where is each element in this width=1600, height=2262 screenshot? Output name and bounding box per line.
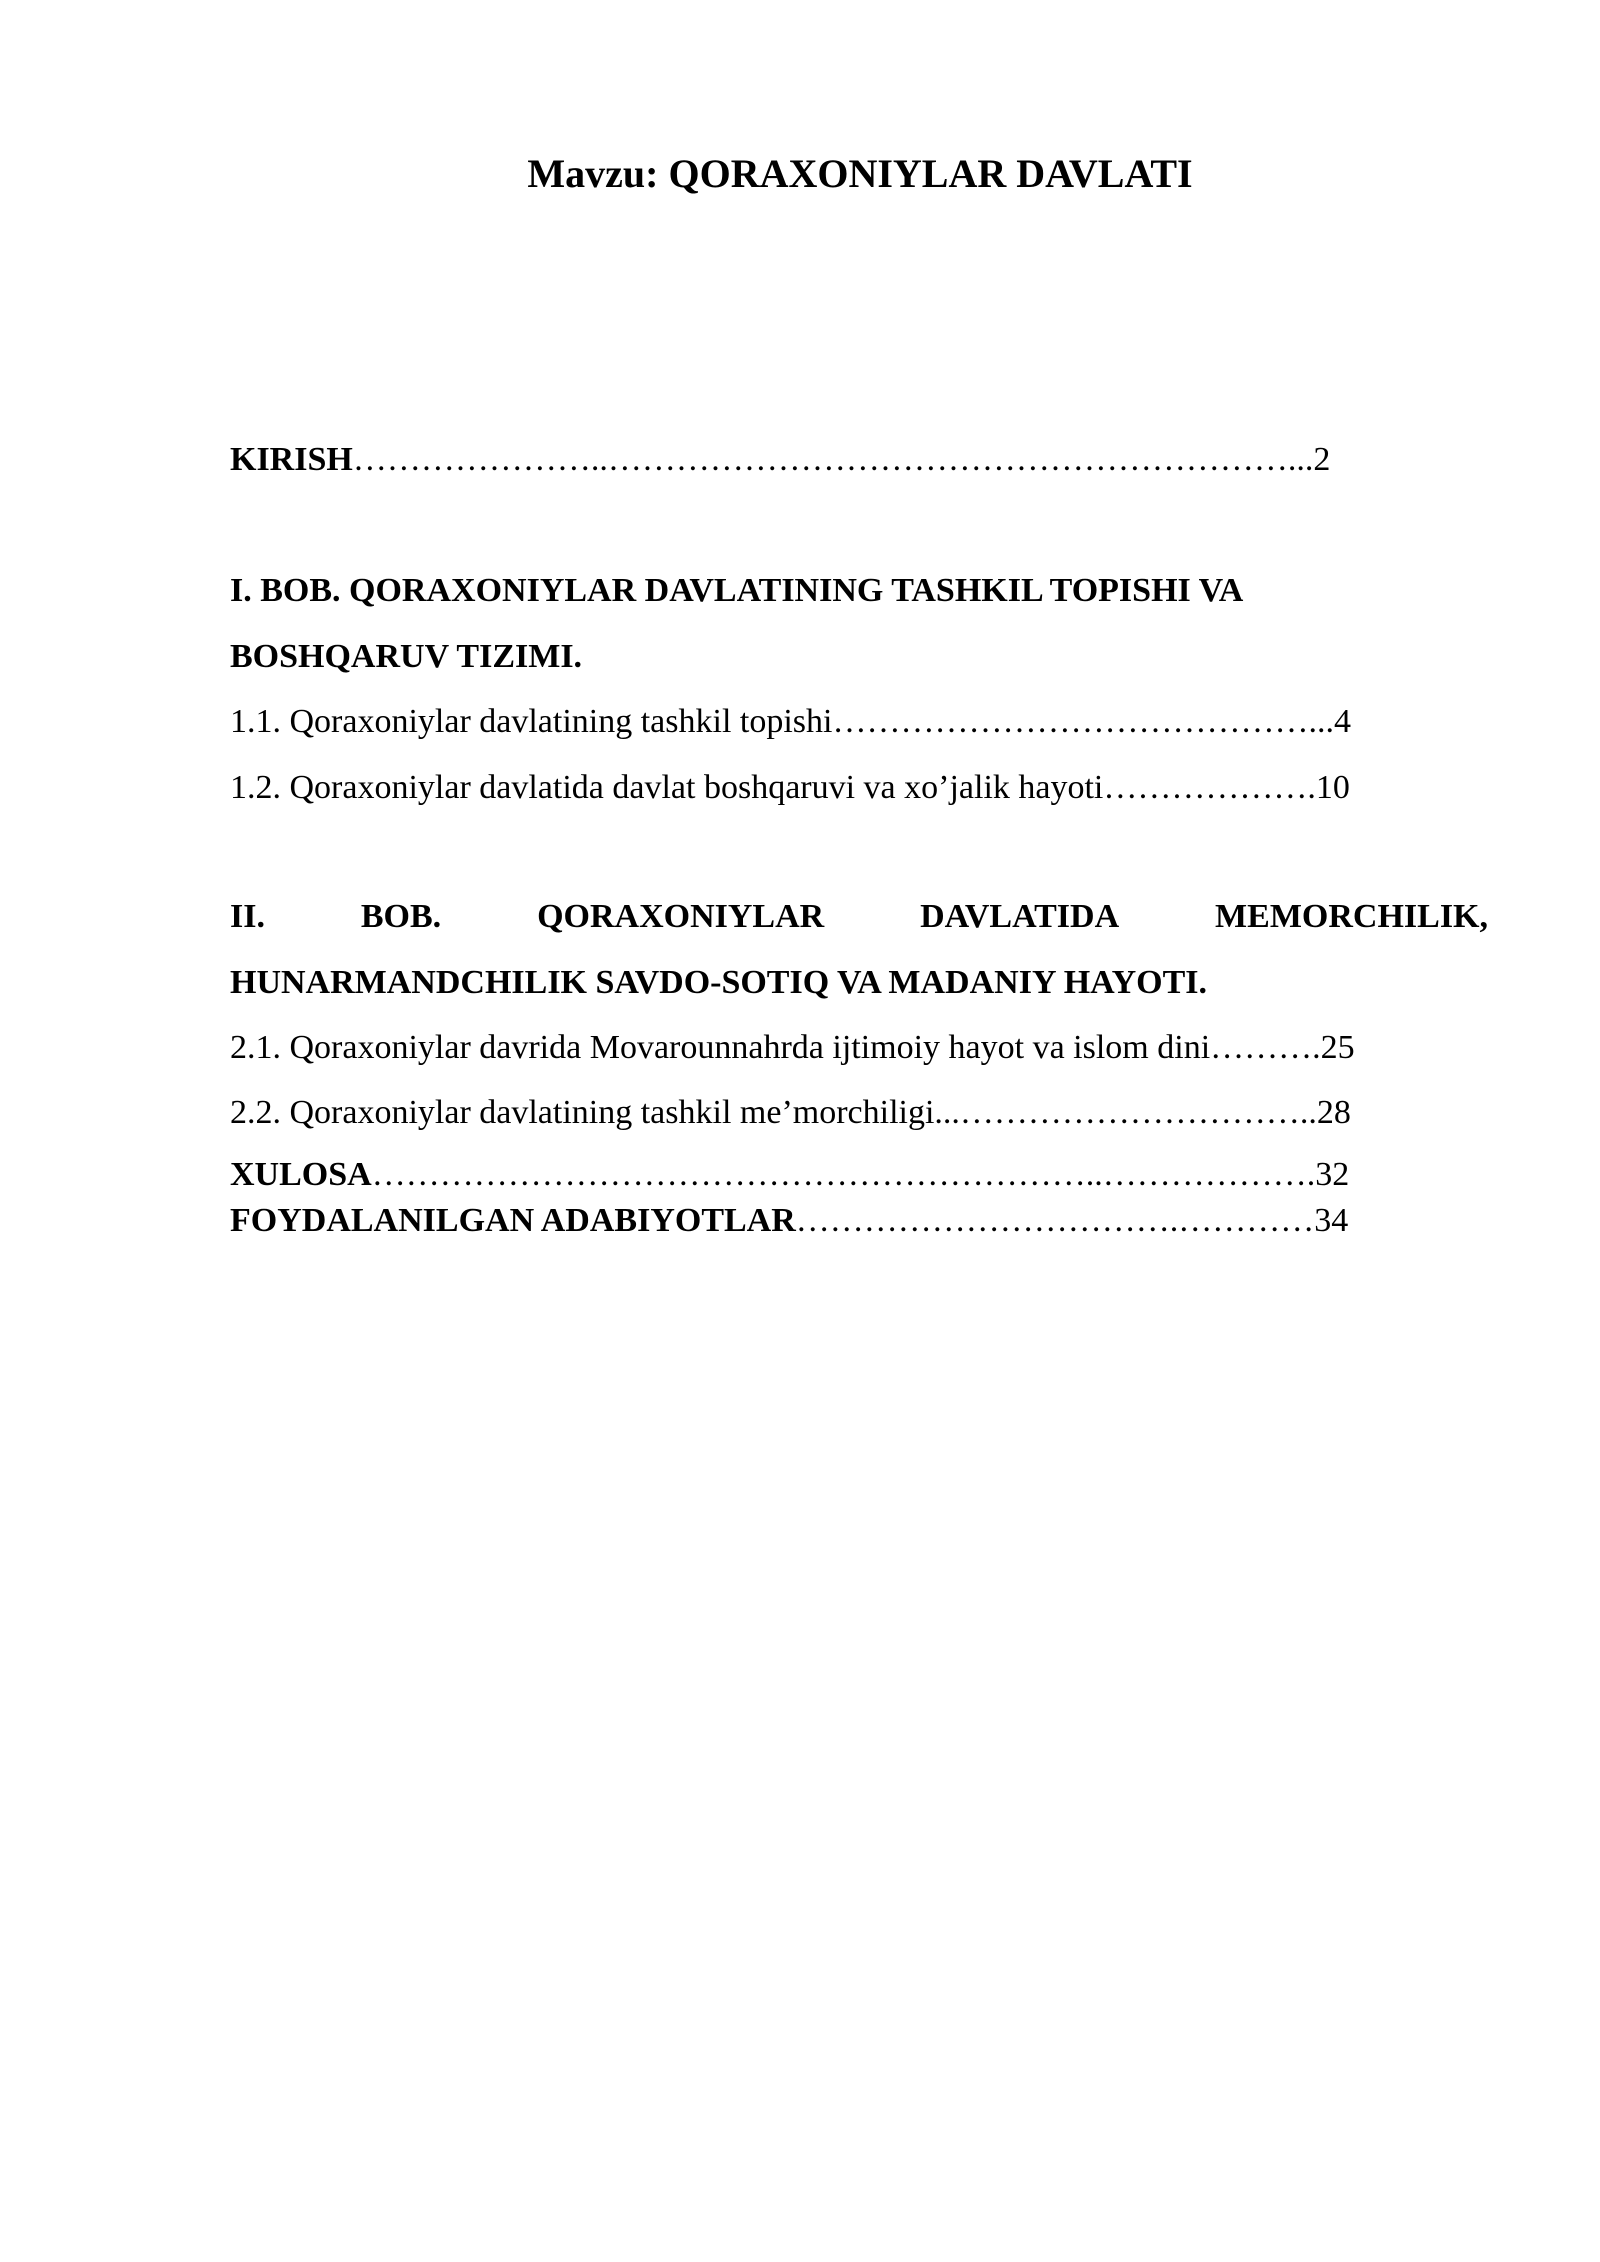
toc-leader: ……………………………………...	[832, 703, 1334, 740]
toc-label: 2.2. Qoraxoniylar davlatining tashkil me’morchiligi	[230, 1094, 935, 1131]
chapter-1-heading-line-2: BOSHQARUV TIZIMI.	[230, 638, 583, 675]
toc-entry-xulosa	[230, 1155, 1488, 1195]
toc-page-number: 32	[1315, 1156, 1350, 1193]
chapter-2-word: II.	[230, 898, 265, 935]
toc-label: FOYDALANILGAN ADABIYOTLAR	[230, 1202, 796, 1239]
toc-label: 2.1. Qoraxoniylar davrida Movarounnahrda ijtimoiy hayot va islom dini	[230, 1029, 1211, 1066]
chapter-2-heading-line-2: HUNARMANDCHILIK SAVDO-SOTIQ VA MADANIY HAYOTI.	[230, 964, 1208, 1001]
document-title: Mavzu: QORAXONIYLAR DAVLATI	[527, 151, 1193, 196]
chapter-2-heading-line-1	[230, 897, 1488, 937]
toc-entry-adabiyotlar	[230, 1201, 1488, 1241]
chapter-2-word: BOB.	[360, 898, 442, 935]
toc-leader: ……………….	[1103, 769, 1316, 806]
toc-leader: ………………………………………………………..……………….	[371, 1156, 1316, 1193]
toc-leader: …………………………….…………	[795, 1202, 1315, 1239]
toc-label: XULOSA	[230, 1156, 372, 1193]
toc-page-number: 4	[1333, 703, 1351, 740]
toc-page-number: 34	[1314, 1202, 1349, 1239]
toc-leader: ……….	[1210, 1029, 1321, 1066]
chapter-2-word: MEMORCHILIK,	[1215, 898, 1488, 935]
toc-label: 1.2. Qoraxoniylar davlatida davlat boshqaruvi va xo’jalik hayoti	[230, 769, 1104, 806]
toc-entry-2-1	[230, 1028, 1488, 1068]
toc-label: 1.1. Qoraxoniylar davlatining tashkil topishi	[230, 703, 833, 740]
toc-entry-1-1	[230, 702, 1488, 742]
chapter-1-heading-line-1: I. BOB. QORAXONIYLAR DAVLATINING TASHKIL TOPISHI VA	[230, 572, 1244, 609]
toc-page-number: 2	[1313, 441, 1331, 478]
toc-entry-2-2	[230, 1093, 1488, 1133]
toc-leader: ...…………………………..	[934, 1094, 1317, 1131]
toc-label: KIRISH	[230, 441, 353, 478]
chapter-2-word: QORAXONIYLAR	[537, 898, 825, 935]
toc-leader: …………………..……………………………………………………...	[352, 441, 1314, 478]
toc-entry-1-2	[230, 768, 1488, 808]
toc-page-number: 25	[1320, 1029, 1355, 1066]
toc-page-number: 28	[1316, 1094, 1351, 1131]
toc-page-number: 10	[1315, 769, 1350, 806]
toc-entry-kirish	[230, 440, 1488, 480]
chapter-2-word: DAVLATIDA	[920, 898, 1120, 935]
